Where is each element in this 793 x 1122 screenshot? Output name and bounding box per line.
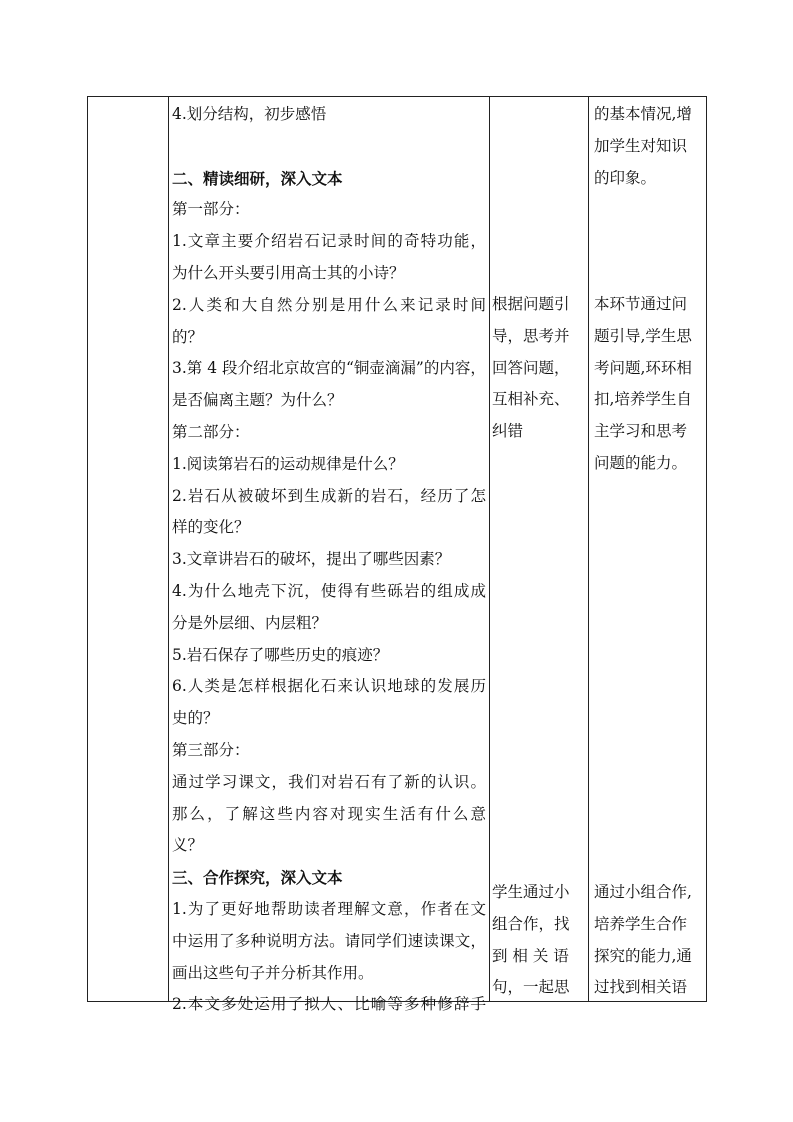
question-line: 为什么开头要引用高士其的小诗？ xyxy=(172,263,405,282)
text-line: 4.划分结构，初步感悟 xyxy=(172,105,327,123)
question-line: 2.岩石从被破坏到生成新的岩石，经历了怎 xyxy=(172,486,486,505)
student-activity-cell xyxy=(492,289,585,448)
question-line: 2.人类和大自然分别是用什么来记录时间 xyxy=(172,295,486,314)
activity-line: 回答问题， xyxy=(492,358,570,377)
part-label: 第一部分： xyxy=(172,200,250,219)
design-intent-cell xyxy=(594,877,704,1004)
intent-line: 本环节通过问 xyxy=(594,295,688,313)
question-line: 分是外层细、内层粗？ xyxy=(172,613,328,632)
intent-line: 培养学生合作 xyxy=(594,914,688,933)
question-line: 1.文章主要介绍岩石记录时间的奇特功能， xyxy=(172,232,486,251)
question-line: 3.文章讲岩石的破坏，提出了哪些因素？ xyxy=(172,550,451,569)
activity-line: 学生通过小 xyxy=(492,883,570,901)
section-heading: 二、精读细研，深入文本 xyxy=(172,168,343,188)
design-intent-cell xyxy=(594,289,704,480)
question-line: 那么，了解这些内容对现实生活有什么意 xyxy=(172,804,486,823)
column-divider xyxy=(588,97,589,1001)
question-line: 中运用了多种说明方法。请同学们速读课文， xyxy=(172,931,486,950)
question-line: 是否偏离主题？为什么？ xyxy=(172,391,343,410)
activity-line: 到 相 关 语 xyxy=(492,946,569,965)
intent-line: 主学习和思考 xyxy=(594,422,688,441)
intent-line: 通过小组合作, xyxy=(594,883,692,901)
activity-line: 导，思考并 xyxy=(492,326,570,345)
question-line: 1.阅读第岩石的运动规律是什么？ xyxy=(172,454,404,473)
question-line: 通过学习课文，我们对岩石有了新的认识。 xyxy=(172,772,486,791)
question-line: 的？ xyxy=(172,327,204,346)
question-line: 2.本文多处运用了拟人、比喻等多种修辞手 xyxy=(172,995,486,1014)
column-divider xyxy=(489,97,490,1001)
intent-line: 探究的能力,通 xyxy=(594,946,692,965)
section-heading: 三、合作探究，深入文本 xyxy=(172,868,343,888)
question-line: 样的变化？ xyxy=(172,518,250,537)
student-activity-cell xyxy=(492,877,585,1004)
intent-line: 的印象。 xyxy=(594,168,657,187)
intent-line: 题引导,学生思 xyxy=(594,326,692,345)
activity-line: 根据问题引 xyxy=(492,295,570,313)
question-line: 5.岩石保存了哪些历史的痕迹？ xyxy=(172,645,389,664)
lesson-plan-table xyxy=(87,96,707,1014)
question-line: 义？ xyxy=(172,836,204,855)
activity-line: 互相补充、 xyxy=(492,390,570,409)
question-line: 6.人类是怎样根据化石来认识地球的发展历 xyxy=(172,677,486,696)
question-line: 3.第 4 段介绍北京故宫的“铜壶滴漏”的内容， xyxy=(172,359,486,378)
question-line: 画出这些句子并分析其作用。 xyxy=(172,963,374,982)
question-line: 1.为了更好地帮助读者理解文意，作者在文 xyxy=(172,899,486,918)
teaching-content-cell xyxy=(172,97,486,1021)
intent-line: 问题的能力。 xyxy=(594,453,688,472)
intent-line: 考问题,环环相 xyxy=(594,358,692,377)
intent-line: 扣,培养学生自 xyxy=(594,390,692,409)
column-divider xyxy=(168,97,169,1001)
activity-line: 句，一起思 xyxy=(492,978,570,997)
part-label: 第二部分： xyxy=(172,422,250,441)
activity-line: 纠错 xyxy=(492,422,524,441)
activity-line: 组合作，找 xyxy=(492,914,570,933)
design-intent-cell xyxy=(594,99,704,194)
intent-line: 的基本情况,增 xyxy=(594,105,692,123)
question-line: 4.为什么地壳下沉，使得有些砾岩的组成成 xyxy=(172,581,486,600)
question-line: 史的？ xyxy=(172,709,219,728)
intent-line: 加学生对知识 xyxy=(594,136,688,155)
part-label: 第三部分： xyxy=(172,740,250,759)
intent-line: 过找到相关语 xyxy=(594,978,688,997)
